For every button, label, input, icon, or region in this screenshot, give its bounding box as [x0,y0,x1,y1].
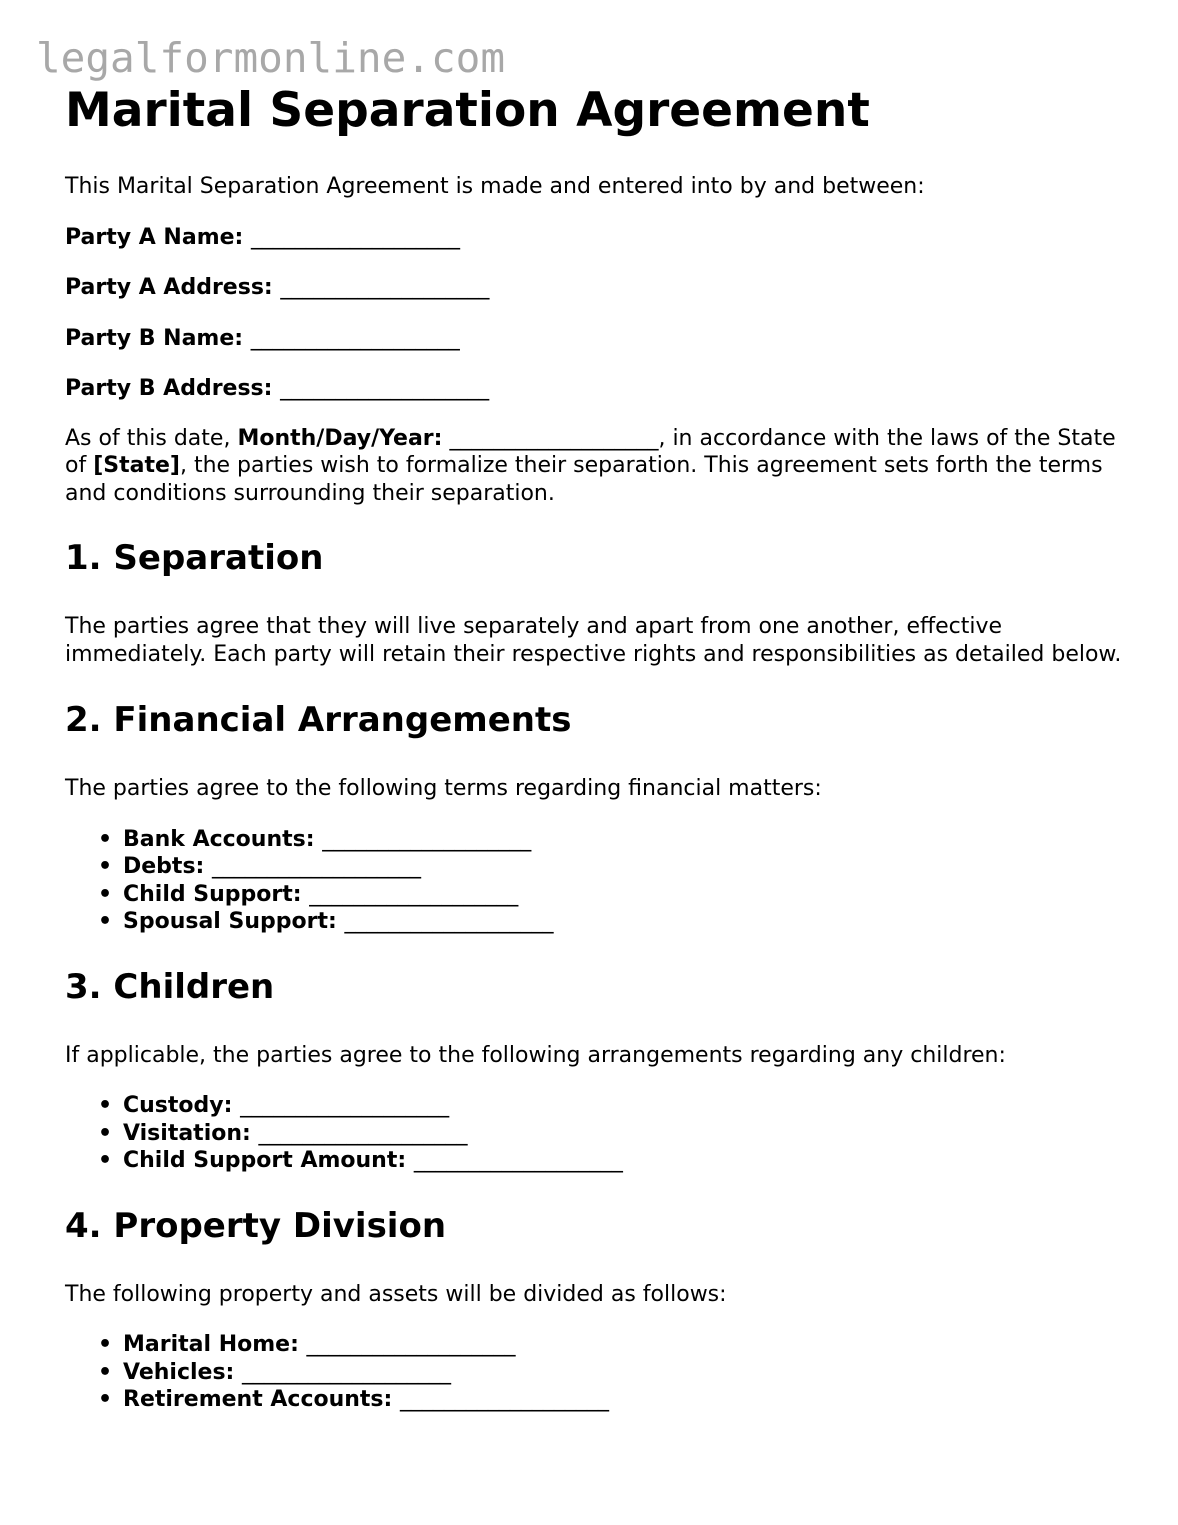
watermark: legalformonline.com [36,34,505,82]
date-suffix: , the parties wish to formalize their separation. This agreement sets forth the terms and conditions surrounding their separation. [65,453,1103,506]
item-label: Debts: [123,854,205,879]
party-b-address-field [65,375,1125,403]
page-title: Marital Separation Agreement [65,83,870,138]
blank-line[interactable]: ___________________ [344,909,554,934]
list-item [123,1120,1125,1148]
section-text-property: The following property and assets will be divided as follows: [65,1281,727,1307]
blank-line[interactable]: ___________________ [240,1093,450,1118]
blank-line[interactable]: ___________________ [212,854,422,879]
list-item [123,1147,1125,1175]
date-blank[interactable]: ___________________ [449,425,659,451]
party-b-name-field [65,325,1125,353]
property-list [65,1331,1125,1414]
list-item [123,853,1125,881]
blank-line[interactable]: ___________________ [258,1120,468,1146]
date-prefix: As of this date, [65,425,238,451]
section-heading-children: 3. Children [65,966,275,1007]
blank-line[interactable]: ___________________ [309,881,519,907]
date-middle: , in accordance with the laws of the State of [65,425,1116,478]
blank-line[interactable]: ___________________ [280,376,490,401]
item-label: Spousal Support: [123,909,337,934]
children-list [65,1092,1125,1175]
document-body [65,84,1125,1414]
section-text-separation: The parties agree that they will live separately and apart from one another, effective immediately. Each party will retain their respective rights and responsibilities as detailed below. [65,614,1122,667]
blank-line[interactable]: ___________________ [242,1359,452,1385]
item-label: Retirement Accounts: [123,1387,393,1412]
party-a-name-field [65,224,1125,252]
blank-line[interactable]: ___________________ [413,1148,623,1173]
item-label: Child Support Amount: [123,1148,407,1173]
party-a-address-field [65,274,1125,302]
section-heading-financial: 2. Financial Arrangements [65,700,572,740]
list-item [123,1331,1125,1359]
item-label: Visitation: [123,1120,251,1146]
date-label: Month/Day/Year: [237,425,443,451]
list-item [123,826,1125,854]
intro-text: This Marital Separation Agreement is made and entered into by and between: [65,174,925,199]
section-text-children: If applicable, the parties agree to the following arrangements regarding any children: [65,1042,1006,1068]
item-label: Custody: [123,1093,233,1118]
field-label: Party B Address: [65,376,273,401]
section-heading-separation: 1. Separation [65,538,324,578]
item-label: Child Support: [123,881,302,907]
state-placeholder: [State] [93,453,180,478]
blank-line[interactable]: ___________________ [280,275,490,300]
list-item [123,1092,1125,1120]
section-heading-property: 4. Property Division [65,1205,447,1246]
item-label: Vehicles: [123,1359,235,1385]
list-item [123,1386,1125,1414]
blank-line[interactable]: ___________________ [251,224,461,250]
section-text-financial: The parties agree to the following terms regarding financial matters: [65,776,822,801]
list-item [123,1359,1125,1387]
list-item [123,881,1125,909]
list-item [123,908,1125,936]
field-label: Party B Name: [65,325,244,351]
field-label: Party A Name: [65,224,244,250]
item-label: Marital Home: [123,1332,299,1357]
blank-line[interactable]: ___________________ [400,1387,609,1412]
blank-line[interactable]: ___________________ [306,1332,516,1357]
item-label: Bank Accounts: [123,826,315,852]
date-paragraph [65,425,1125,508]
financial-list [65,826,1125,936]
field-label: Party A Address: [65,275,273,300]
blank-line[interactable]: ___________________ [250,325,460,351]
blank-line[interactable]: ___________________ [322,826,532,852]
